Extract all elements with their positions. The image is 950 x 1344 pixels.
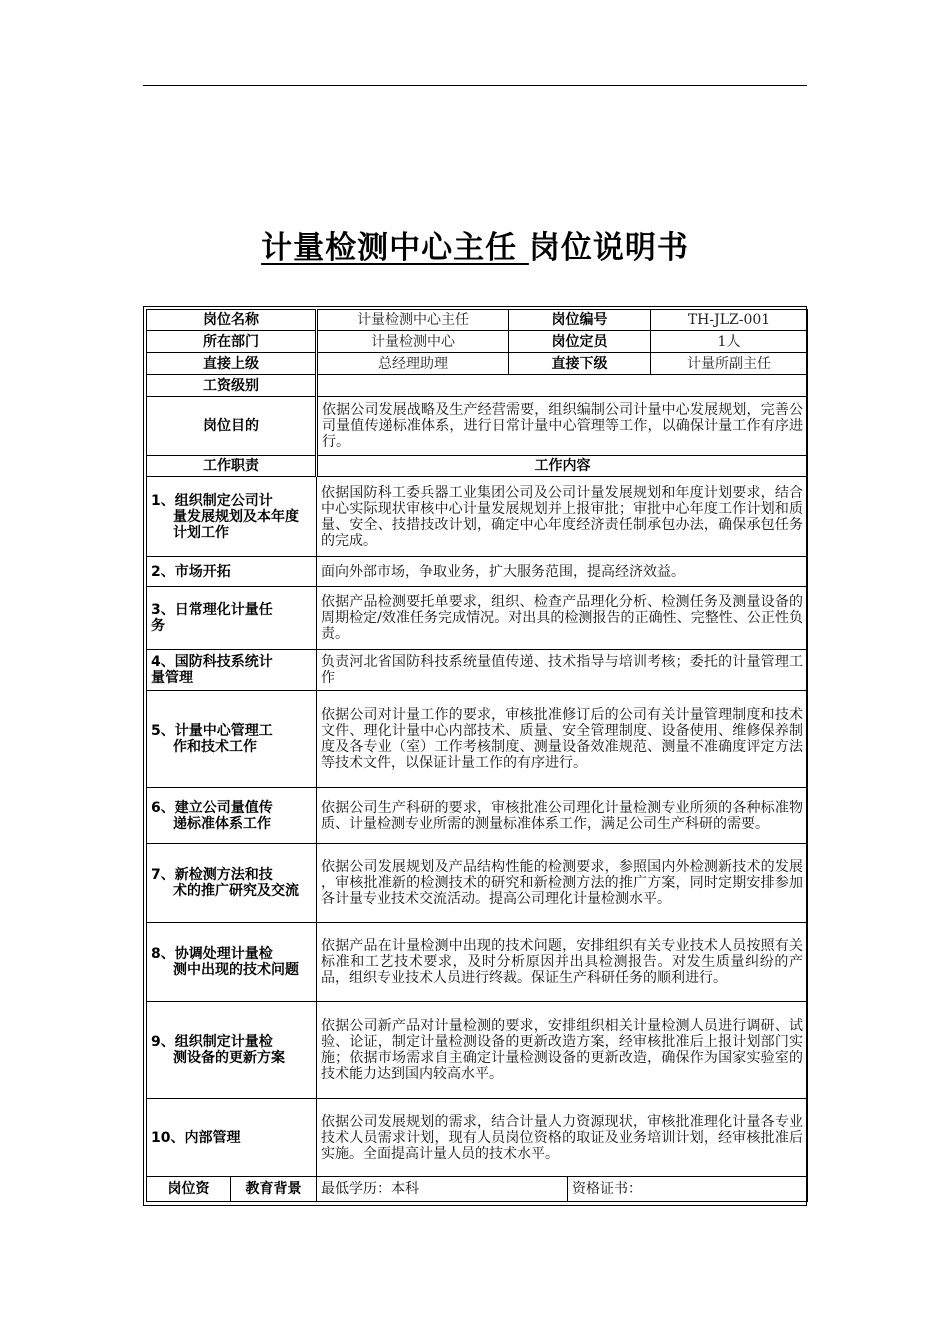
position-name-value: 计量检测中心主任: [317, 310, 509, 331]
duty-content: 依据国防科工委兵器工业集团公司及公司计量发展规划和年度计划要求，结合中心实际现状审核中心计量发展规划并上报审批；审批中心年度工作计划和质量、安全、技措技改计划，确定中心年度经济责任制承包办法，确保承包任务的完成。: [317, 477, 808, 557]
duty-row: [147, 923, 808, 1002]
position-name-label: 岗位名称: [147, 310, 317, 331]
duty-title-cont: 测设备的更新方案: [173, 1050, 285, 1066]
row-duties-header: [147, 456, 808, 477]
row-salary: [147, 375, 808, 397]
certificate-value: 资格证书：: [568, 1177, 808, 1202]
subordinate-label: 直接下级: [509, 353, 651, 375]
duty-content: 依据公司发展规划的需求，结合计量人力资源现状，审核批准理化计量各专业技术人员需求计划，现有人员岗位资格的取证及业务培训计划，经审核批准后实施。全面提高计量人员的技术水平。: [317, 1099, 808, 1177]
duty-content: 依据产品检测要托单要求，组织、检查产品理化分析、检测任务及测量设备的周期检定/效准任务完成情况。对出具的检测报告的正确性、完整性、公正性负责。: [317, 587, 808, 650]
duty-row: [147, 587, 808, 650]
duty-content: 依据产品在计量检测中出现的技术问题，安排组织有关专业技术人员按照有关标准和工艺技术要求，及时分析原因并出具检测报告。对发生质量纠纷的产品，组织专业技术人员进行终裁。保证生产科研任务的顺利进行。: [317, 923, 808, 1002]
title-job-name: 计量检测中心主任: [261, 230, 529, 266]
duty-title-line: 5、计量中心管理工: [151, 723, 273, 739]
salary-label: 工资级别: [147, 375, 317, 397]
duty-title: [147, 691, 317, 788]
salary-value: [317, 375, 808, 397]
purpose-value: 依据公司发展战略及生产经营需要，组织编制公司计量中心发展规划，完善公司量值传递标准体系，进行日常计量中心管理等工作，以确保计量工作有序进行。: [317, 397, 808, 456]
duty-title: [147, 587, 317, 650]
duty-title-line: 2、市场开拓: [151, 563, 231, 580]
duty-title-line: 6、建立公司量值传: [151, 799, 273, 816]
duty-content: 依据公司生产科研的要求，审核批准公司理化计量检测专业所须的各种标准物质、计量检测专业所需的测量标准体系工作，满足公司生产科研的需要。: [317, 788, 808, 844]
row-department: [147, 331, 808, 353]
duty-title-cont: 量管理: [151, 670, 193, 686]
row-position-name: [147, 310, 808, 331]
duty-title: [147, 923, 317, 1002]
department-value: 计量检测中心: [317, 331, 509, 353]
duty-row: [147, 650, 808, 691]
purpose-label: 岗位目的: [147, 397, 317, 456]
min-degree-value: 最低学历：本科: [317, 1177, 568, 1202]
duty-row: [147, 1099, 808, 1177]
row-purpose: [147, 397, 808, 456]
superior-label: 直接上级: [147, 353, 317, 375]
duty-content: 负责河北省国防科技系统量值传递、技术指导与培训考核；委托的计量管理工作: [317, 650, 808, 691]
headcount-label: 岗位定员: [509, 331, 651, 353]
row-qualification: [147, 1177, 808, 1202]
duty-title: [147, 1099, 317, 1177]
duty-title-cont: 递标准体系工作: [173, 815, 271, 832]
duty-content: 依据公司新产品对计量检测的要求，安排组织相关计量检测人员进行调研、试验、论证，制定计量检测设备的更新改造方案，经审核批准后上报计划部门实施；依据市场需求自主确定计量检测设备的更新改造，确保作为国家实验室的技术能力达到国内较高水平。: [317, 1002, 808, 1099]
education-label: 教育背景: [231, 1177, 317, 1202]
duty-title: [147, 788, 317, 844]
header-rule: [143, 85, 807, 86]
duty-title-cont: 测中出现的技术问题: [173, 962, 299, 978]
department-label: 所在部门: [147, 331, 317, 353]
duty-content: 依据公司发展规划及产品结构性能的检测要求，参照国内外检测新技术的发展 ，审核批准新的检测技术的研究和新检测方法的推广方案，同时定期安排参加各计量专业技术交流活动。提高公司理化计量检测水平。: [317, 844, 808, 923]
duty-title-line: 7、新检测方法和技: [151, 867, 273, 883]
headcount-value: 1人: [651, 331, 808, 353]
duty-title-line: 8、协调处理计量检: [151, 946, 273, 962]
duty-row: [147, 844, 808, 923]
qualification-label: 岗位资: [147, 1177, 231, 1202]
duty-title-cont: 量发展规划及本年度计划工作: [173, 508, 299, 541]
duty-title: [147, 844, 317, 923]
duty-row: [147, 557, 808, 587]
position-code-label: 岗位编号: [509, 310, 651, 331]
duty-title-line: 9、组织制定计量检: [151, 1034, 273, 1050]
position-code-value: TH-JLZ-001: [651, 310, 808, 331]
duty-title-line: 3、日常理化计量任: [151, 602, 273, 618]
duty-column-header: 工作职责: [147, 456, 317, 477]
duty-title-cont: 术的推广研究及交流: [173, 883, 299, 899]
content-column-header: 工作内容: [317, 456, 808, 477]
duty-content: 面向外部市场，争取业务，扩大服务范围，提高经济效益。: [317, 557, 808, 587]
superior-value: 总经理助理: [317, 353, 509, 375]
duty-title: [147, 477, 317, 557]
duty-title: [147, 557, 317, 587]
duty-row: [147, 691, 808, 788]
duty-row: [147, 477, 808, 557]
duty-title-cont: 作和技术工作: [173, 739, 257, 755]
duty-title-cont: 务: [151, 618, 165, 634]
row-superior: [147, 353, 808, 375]
duty-title-line: 1、组织制定公司计: [151, 492, 273, 509]
job-description-table: [146, 309, 808, 1202]
duty-row: [147, 1002, 808, 1099]
subordinate-value: 计量所副主任: [651, 353, 808, 375]
duty-title-line: 10、内部管理: [151, 1129, 241, 1146]
title-doc-type: 岗位说明书: [528, 230, 689, 266]
duty-title: [147, 650, 317, 691]
duty-row: [147, 788, 808, 844]
duty-title: [147, 1002, 317, 1099]
duty-content: 依据公司对计量工作的要求，审核批准修订后的公司有关计量管理制度和技术文件、理化计量中心内部技术、质量、安全管理制度、设备使用、维修保养制度及各专业（室）工作考核制度、测量设备效准规范、测量不准确度评定方法等技术文件，以保证计量工作的有序进行。: [317, 691, 808, 788]
document-title: [0, 222, 950, 267]
duty-title-line: 4、国防科技系统计: [151, 654, 273, 670]
